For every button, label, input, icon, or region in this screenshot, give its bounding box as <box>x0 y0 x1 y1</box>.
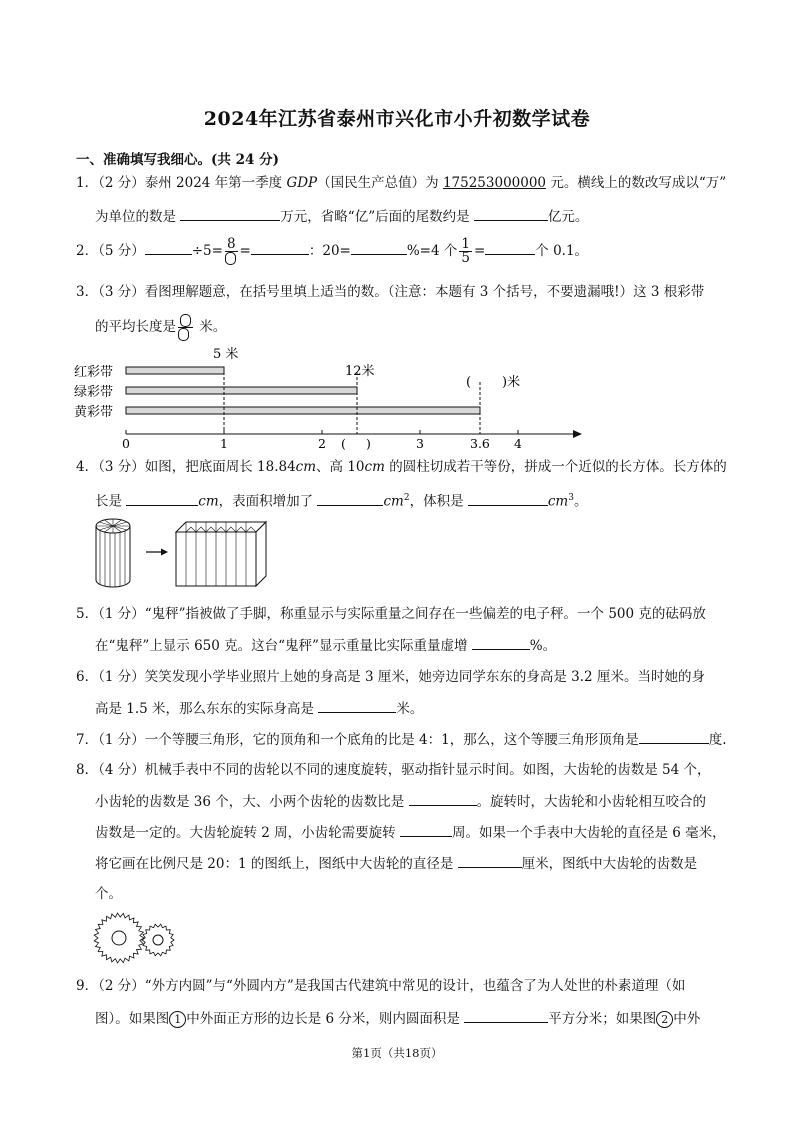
fraction-numerator: 1 <box>461 236 470 252</box>
circled-number-2: 2 <box>656 1011 673 1028</box>
q1-line2 <box>95 206 588 227</box>
q4-line2 <box>95 488 587 512</box>
tick-label: 3.6 <box>470 436 490 451</box>
answer-blank[interactable] <box>468 491 548 506</box>
q2-text: 个 0.1。 <box>535 243 589 259</box>
superscript: 2 <box>403 493 410 503</box>
q8-text: 厘米，图纸中大齿轮的齿数是 <box>521 856 698 872</box>
cuboid-icon <box>176 522 266 586</box>
q4-text: 。 <box>573 493 588 510</box>
fraction <box>225 238 238 265</box>
q1-text-mid: （国民生产总值）为 <box>317 175 443 191</box>
answer-blank[interactable] <box>351 240 407 255</box>
answer-blank[interactable] <box>474 206 548 221</box>
fraction-denominator: 5 <box>461 250 470 266</box>
unit-cm: cm <box>547 493 569 510</box>
tick-label-blank-open: ( <box>341 436 346 451</box>
tick-label: 0 <box>122 436 130 451</box>
small-gear-icon <box>142 924 174 956</box>
cylinder-icon <box>96 519 130 587</box>
answer-blank[interactable] <box>458 853 522 868</box>
large-gear-icon <box>94 913 144 963</box>
q9-text: 中外 <box>673 1011 701 1027</box>
q6-line2 <box>95 698 423 719</box>
q2-text: = <box>239 243 251 259</box>
ribbon-figure <box>70 342 590 452</box>
tick-label: 3 <box>416 436 424 451</box>
q7-text: 度. <box>708 732 727 748</box>
q2-text: = <box>473 243 486 259</box>
q7-line <box>76 729 727 750</box>
q8-line1: 8．（4 分）机械手表中不同的齿轮以不同的速度旋转，驱动指针显示时间。如图，大齿轮的齿数是 54 个， <box>76 762 711 778</box>
q9-text: 中外面正方形的边长是 6 分米，则内圆面积是 <box>186 1011 465 1027</box>
answer-blank[interactable] <box>464 1008 548 1023</box>
q1-number: 175253000000 <box>442 175 547 191</box>
fraction-numerator: 8 <box>226 236 236 252</box>
label-12m: 12米 <box>345 364 375 379</box>
unit-cm: cm <box>364 459 385 475</box>
q5-text: 在“鬼秤”上显示 650 克。这台“鬼秤”显示重量比实际重量虚增 <box>95 638 472 654</box>
q4-text: 的圆柱切成若干等份，拼成一个近似的长方体。长方体的 <box>384 459 727 475</box>
label-blank-open: ( <box>466 375 472 390</box>
answer-blank[interactable] <box>318 698 396 713</box>
circled-number-1: 1 <box>169 1011 186 1028</box>
q1-text: 1．（2 分）泰州 2024 年第一季度 <box>76 175 287 191</box>
q2-text: 2．（5 分） <box>76 243 145 259</box>
superscript: 3 <box>568 493 574 503</box>
q3-text: 的平均长度是 <box>95 319 176 335</box>
label-5m: 5 米 <box>213 347 239 362</box>
q6-line1: 6．（1 分）笑笑发现小学毕业照片上她的身高是 3 厘米，她旁边同学东东的身高是 3.2 厘米。当时她的身 <box>76 669 705 685</box>
q1-text: 亿元。 <box>547 209 589 225</box>
tick-label: 1 <box>220 436 228 451</box>
q1-text-post: 元。横线上的数改写成以“万” <box>546 175 727 191</box>
gears-figure <box>92 910 182 966</box>
tick-label-blank-close: ) <box>366 436 371 451</box>
ribbon-label-green: 绿彩带 <box>74 385 114 400</box>
answer-blank[interactable] <box>251 240 309 255</box>
ribbon-label-red: 红彩带 <box>74 365 114 380</box>
answer-blank[interactable] <box>409 791 477 806</box>
arrow-right-icon <box>146 549 168 556</box>
unit-cm: cm <box>198 493 219 510</box>
ribbon-label-yellow: 黄彩带 <box>74 405 114 420</box>
unit-cm: cm <box>383 493 404 510</box>
q9-line2 <box>95 1008 700 1029</box>
yellow-ribbon-bar <box>126 407 480 414</box>
q3-line2 <box>95 314 226 341</box>
q4-text: 长是 <box>95 493 127 510</box>
q1-line1 <box>76 173 726 193</box>
label-blank-close: )米 <box>502 375 521 390</box>
q4-text: 、高 10 <box>316 459 365 475</box>
q1-text: 为单位的数是 <box>95 209 181 225</box>
q3-line1: 3．（3 分）看图理解题意，在括号里填上适当的数。（注意：本题有 3 个括号，不要遗漏哦!）这 3 根彩带 <box>76 284 705 300</box>
q4-text: ，表面积增加了 <box>218 493 318 510</box>
q5-line1: 5．（1 分）“鬼秤”指被做了手脚，称重显示与实际重量之间存在一些偏差的电子秤。一个 500 克的砝码放 <box>76 606 706 622</box>
q2-text: ÷5= <box>191 243 223 259</box>
page-footer: 第1页（共18页） <box>351 1046 443 1060</box>
fraction-blank-denominator[interactable] <box>178 328 189 341</box>
page-title: 2024年江苏省泰州市兴化市小升初数学试卷 <box>203 108 591 130</box>
answer-blank[interactable] <box>145 240 192 255</box>
fraction-blank[interactable] <box>178 314 193 341</box>
q1-text: 万元，省略“亿”后面的尾数约是 <box>280 209 474 225</box>
q2-text: ：20= <box>308 243 351 259</box>
tick-label: 2 <box>318 436 326 451</box>
answer-blank[interactable] <box>485 240 535 255</box>
answer-blank[interactable] <box>472 635 530 650</box>
q8-line4 <box>95 853 697 874</box>
q5-line2 <box>95 635 556 656</box>
q5-text: %。 <box>529 638 557 654</box>
tick-label: 4 <box>514 436 522 451</box>
q6-text: 高是 1.5 米，那么东东的实际身高是 <box>95 701 319 717</box>
section-heading: 一、准确填写我细心。(共 24 分) <box>76 152 279 168</box>
red-ribbon-bar <box>126 367 224 374</box>
answer-blank[interactable] <box>180 206 280 221</box>
q4-line1 <box>76 457 727 477</box>
answer-blank[interactable] <box>317 491 383 506</box>
green-ribbon-bar <box>126 387 357 394</box>
answer-blank[interactable] <box>126 491 198 506</box>
q3-text: 米。 <box>195 319 227 335</box>
q4-text: 4．（3 分）如图，把底面周长 18.84 <box>76 459 296 475</box>
number-line-arrow <box>573 430 582 438</box>
q8-text: 将它画在比例尺是 20：1 的图纸上，图纸中大齿轮的直径是 <box>95 856 458 872</box>
q9-text: 图）。如果图 <box>95 1011 170 1027</box>
fraction <box>459 238 472 265</box>
fraction-blank-denominator[interactable] <box>225 252 236 265</box>
cylinder-cuboid-figure <box>92 514 272 592</box>
unit-cm: cm <box>295 459 317 475</box>
q2-text: %=4 个 <box>406 243 458 259</box>
q8-text: 齿数是一定的。大齿轮旋转 2 周，小齿轮需要旋转 <box>95 825 400 841</box>
q8-line5: 个。 <box>95 886 122 902</box>
q4-text: ，体积是 <box>409 493 468 510</box>
answer-blank[interactable] <box>400 822 452 837</box>
q9-text: 平方分米；如果图 <box>548 1011 657 1027</box>
answer-blank[interactable] <box>639 729 709 744</box>
q8-line2 <box>95 791 706 812</box>
fraction-blank-numerator[interactable] <box>180 314 191 327</box>
q7-text: 7．（1 分）一个等腰三角形，它的顶角和一个底角的比是 4：1，那么，这个等腰三角形顶角是 <box>76 732 639 748</box>
q8-line3 <box>95 822 726 843</box>
q8-text: 小齿轮的齿数是 36 个，大、小两个齿轮的齿数比是 <box>95 794 409 810</box>
q6-text: 米。 <box>396 701 424 717</box>
q2-line <box>76 238 588 265</box>
q8-text: 。旋转时，大齿轮和小齿轮相互咬合的 <box>476 794 707 810</box>
q8-text: 周。如果一个手表中大齿轮的直径是 6 毫米， <box>451 825 726 841</box>
q9-line1: 9．（2 分）“外方内圆”与“外圆内方”是我国古代建筑中常见的设计，也蕴含了为人处世的朴素道理（如 <box>76 978 686 994</box>
q1-gdp: GDP <box>286 175 318 191</box>
